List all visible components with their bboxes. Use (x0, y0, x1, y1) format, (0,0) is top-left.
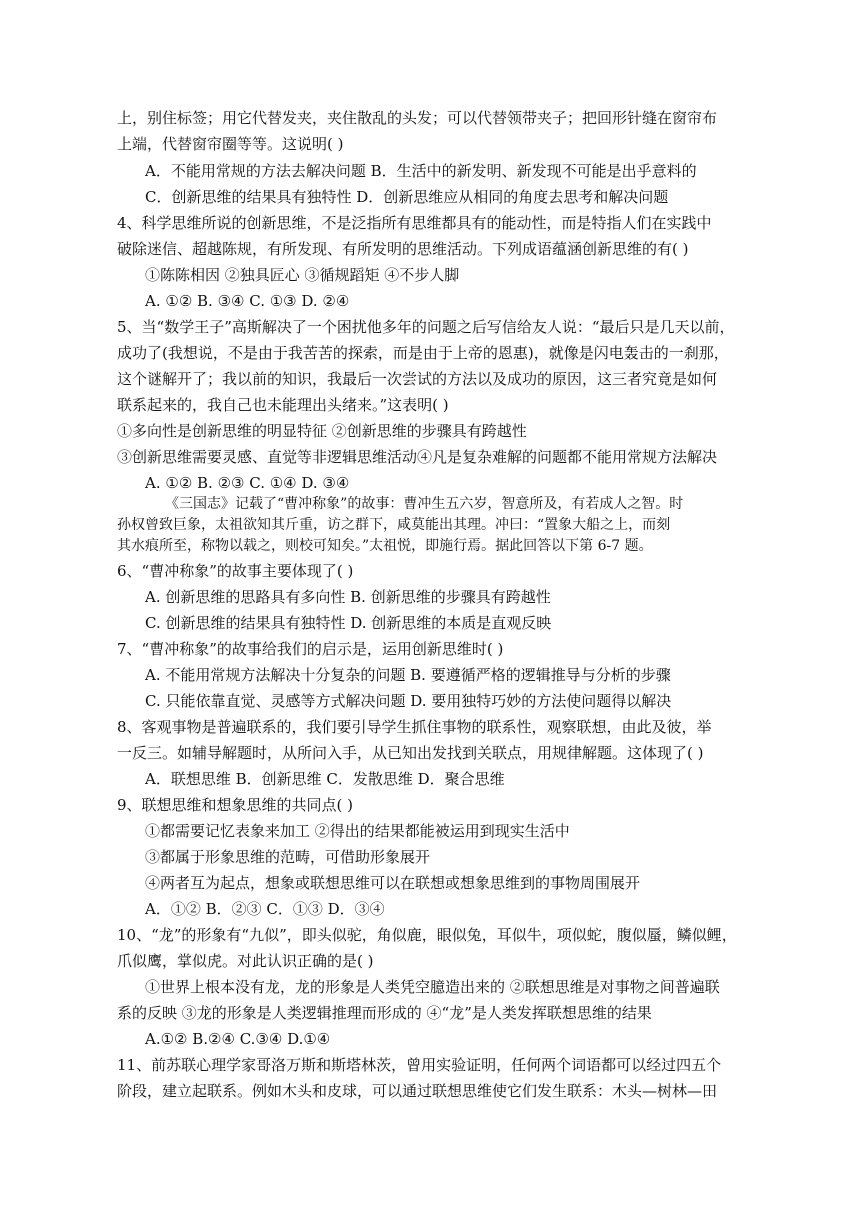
question-9: 9、联想思维和想象思维的共同点( ) (117, 796, 354, 814)
text-line: 阶段，建立起联系。例如木头和皮球，可以通过联想思维使它们发生联系：木头—树林—田 (117, 1082, 718, 1100)
question-11: 11、前苏联心理学家哥洛万斯和斯塔林茨，曾用实验证明，任何两个词语都可以经过四五个 (117, 1056, 722, 1074)
option-line: ③创新思维需要灵感、直觉等非逻辑思维活动④凡是复杂难解的问题都不能用常规方法解决 (117, 448, 718, 466)
passage-line: 其水痕所至，称物以载之，则校可知矣。”太祖悦，即施行焉。据此回答以下第 6-7 题。 (117, 538, 653, 554)
option-line: A．联想思维 B．创新思维 C．发散思维 D．聚合思维 (145, 770, 505, 788)
option-line: C. 创新思维的结果具有独特性 D. 创新思维的本质是直观反映 (145, 614, 552, 632)
text-line: 联系起来的，我自己也未能理出头绪来。”这表明( ) (117, 396, 449, 414)
text-line: 爪似鹰，掌似虎。对此认识正确的是( ) (117, 952, 374, 970)
question-10: 10、“龙”的形象有“九似”，即头似驼，角似鹿，眼似兔，耳似牛，项似蛇，腹似蜃，鳞似鲤， (117, 926, 737, 944)
option-line: ①多向性是创新思维的明显特征 ②创新思维的步骤具有跨越性 (117, 422, 527, 440)
text-line: 一反三。如辅导解题时，从所问入手，从已知出发找到关联点，用规律解题。这体现了( ) (117, 744, 704, 762)
passage-line: 《三国志》记载了“曹冲称象”的故事：曹冲生五六岁，智意所及，有若成人之智。时 (165, 496, 684, 512)
option-line: A．①② B．②③ C．①③ D．③④ (145, 900, 385, 918)
question-5: 5、当“数学王子”高斯解决了一个困扰他多年的问题之后写信给友人说：“最后只是几天以前， (117, 318, 735, 336)
text-line: 成功了(我想说，不是由于我苦苦的探索，而是由于上帝的恩惠)，就像是闪电轰击的一刹那， (117, 344, 729, 362)
option-line: ③都属于形象思维的范畴，可借助形象展开 (145, 848, 431, 866)
option-line: A.①② B.②④ C.③④ D.①④ (145, 1030, 331, 1048)
option-line: ①都需要记忆表象来加工 ②得出的结果都能被运用到现实生活中 (145, 822, 570, 840)
option-line: A．不能用常规的方法去解决问题 B．生活中的新发明、新发现不可能是出乎意料的 (145, 162, 697, 180)
text-line: 上，别住标签；用它代替发夹，夹住散乱的头发；可以代替领带夹子；把回形针缝在窗帘布 (117, 109, 718, 127)
question-8: 8、客观事物是普遍联系的，我们要引导学生抓住事物的联系性，观察联想，由此及彼，举 (117, 718, 712, 736)
option-line: ①陈陈相因 ②独具匠心 ③循规蹈矩 ④不步人脚 (145, 266, 460, 284)
option-line: A. ①② B. ②③ C. ①④ D. ③④ (145, 474, 350, 492)
passage-line: 孙权曾致巨象，太祖欲知其斤重，访之群下，咸莫能出其理。冲曰：“置象大船之上，而刻 (117, 517, 671, 533)
option-line: A. 创新思维的思路具有多向性 B. 创新思维的步骤具有跨越性 (145, 588, 551, 606)
question-6: 6、“曹冲称象”的故事主要体现了( ) (117, 562, 354, 580)
question-7: 7、“曹冲称象”的故事给我们的启示是，运用创新思维时( ) (117, 640, 504, 658)
text-line: 上端，代替窗帘圈等等。这说明( ) (117, 135, 344, 153)
text-line: 这个谜解开了；我以前的知识，我最后一次尝试的方法以及成功的原因，这三者究竟是如何 (117, 370, 718, 388)
option-line: ①世界上根本没有龙，龙的形象是人类凭空臆造出来的 ②联想思维是对事物之间普遍联 (145, 978, 720, 996)
text-line: 破除迷信、超越陈规，有所发现、有所发明的思维活动。下列成语蕴涵创新思维的有( ) (117, 240, 689, 258)
option-line: A. ①② B. ③④ C. ①③ D. ②④ (145, 292, 350, 310)
option-line: C. 只能依靠直觉、灵感等方式解决问题 D. 要用独特巧妙的方法使问题得以解决 (145, 692, 672, 710)
option-line: C．创新思维的结果具有独特性 D．创新思维应从相同的角度去思考和解决问题 (145, 188, 669, 206)
option-line: A. 不能用常规方法解决十分复杂的问题 B. 要遵循严格的逻辑推导与分析的步骤 (145, 666, 671, 684)
question-4: 4、科学思维所说的创新思维，不是泛指所有思维都具有的能动性，而是特指人们在实践中 (117, 214, 712, 232)
option-line: ④两者互为起点，想象或联想思维可以在联想或想象思维到的事物周围展开 (145, 874, 641, 892)
option-line: 系的反映 ③龙的形象是人类逻辑推理而形成的 ④“龙”是人类发挥联想思维的结果 (117, 1004, 652, 1022)
